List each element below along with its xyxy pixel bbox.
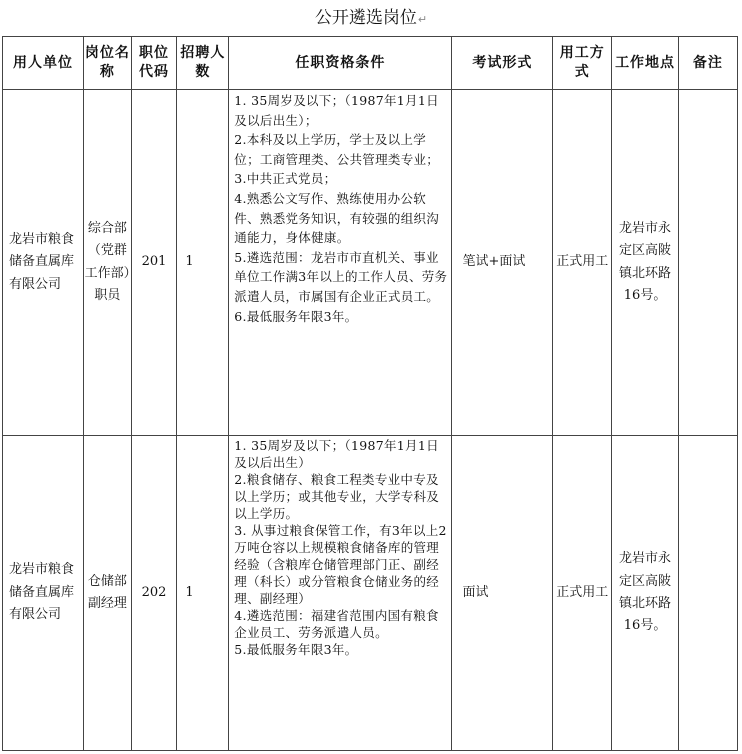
- requirement-item: 2.粮食储存、粮食工程类专业中专及以上学历；或其他专业，大学专科及以上学历。: [234, 472, 440, 521]
- header-employment: 用工方式: [553, 37, 612, 90]
- cell-location: 龙岩市永定区高陂镇北环路16号。: [612, 90, 678, 436]
- requirement-item: 3. 从事过粮食保管工作，有3年以上2万吨仓容以上规模粮食储备库的管理经验（含粮库仓储管理部门正、副经理（科长）或分管粮食仓储业务的经理、副经理）: [234, 523, 447, 606]
- cell-post-name: 综合部（党群工作部）职员: [83, 90, 131, 436]
- cell-headcount: 1: [177, 90, 229, 436]
- requirement-item: 4.熟悉公文写作、熟练使用办公软件、熟悉党务知识，有较强的组织沟通能力，身体健康。: [234, 190, 440, 246]
- table-row: [3, 436, 738, 751]
- title-text: 公开遴选岗位: [314, 8, 417, 28]
- cell-post-name: 仓储部副经理: [83, 436, 131, 751]
- requirement-item: 5.最低服务年限3年。: [234, 642, 358, 657]
- cell-exam: 面试: [452, 436, 553, 751]
- cell-notes: [678, 436, 737, 751]
- cell-notes: [678, 90, 737, 436]
- cell-unit: 龙岩市粮食储备直属库有限公司: [3, 90, 84, 436]
- header-requirements: 任职资格条件: [229, 37, 452, 90]
- cell-requirements: [229, 436, 452, 751]
- page-title: [0, 4, 742, 34]
- paragraph-mark-icon: ↵: [417, 13, 428, 26]
- requirement-item: 6.最低服务年限3年。: [234, 308, 358, 324]
- header-exam: 考试形式: [452, 37, 553, 90]
- cell-location: 龙岩市永定区高陂镇北环路16号。: [612, 436, 678, 751]
- header-unit: 用人单位: [3, 37, 84, 90]
- header-notes: 备注: [678, 37, 737, 90]
- cell-post-code: 202: [131, 436, 177, 751]
- requirement-item: 5.遴选范围：龙岩市市直机关、事业单位工作满3年以上的工作人员、劳务派遣人员，市属国有企业正式员工。: [234, 249, 448, 304]
- cell-headcount: 1: [177, 436, 229, 751]
- requirement-item: 4.遴选范围：福建省范围内国有粮食企业员工、劳务派遣人员。: [234, 608, 439, 640]
- requirement-item: 2.本科及以上学历，学士及以上学位；工商管理类、公共管理类专业；: [234, 132, 440, 167]
- header-location: 工作地点: [612, 37, 678, 90]
- cell-employment: 正式用工: [553, 90, 612, 436]
- cell-unit: 龙岩市粮食储备直属库有限公司: [3, 436, 84, 751]
- requirement-item: 1. 35周岁及以下；（1987年1月1日及以后出生）: [234, 438, 439, 470]
- cell-post-code: 201: [131, 90, 177, 436]
- header-post-name: 岗位名称: [83, 37, 131, 90]
- header-headcount: 招聘人数: [177, 37, 229, 90]
- positions-table: [2, 36, 738, 751]
- cell-employment: 正式用工: [553, 436, 612, 751]
- table-row: [3, 90, 738, 436]
- header-post-code: 职位代码: [131, 37, 177, 90]
- table-header-row: [3, 37, 738, 90]
- requirement-item: 1. 35周岁及以下；（1987年1月1日及以后出生）；: [234, 93, 439, 128]
- requirement-item: 3.中共正式党员；: [234, 171, 337, 187]
- cell-requirements: [229, 90, 452, 436]
- cell-exam: 笔试+面试: [452, 90, 553, 436]
